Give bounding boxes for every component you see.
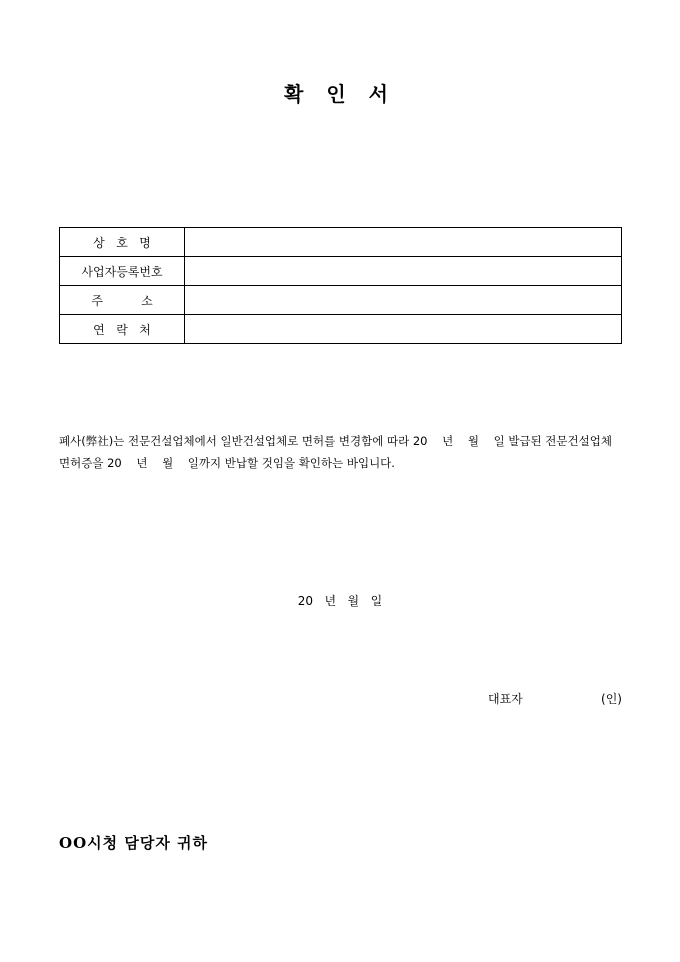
table-row xyxy=(60,257,622,286)
info-table xyxy=(59,227,622,344)
signature-line xyxy=(488,690,622,707)
table-row xyxy=(60,286,622,315)
addressee: OO시청 담당자 귀하 xyxy=(59,834,209,852)
row-value-address[interactable] xyxy=(185,286,622,315)
confirmation-body-text: 폐사(弊社)는 전문건설업체에서 일반건설업체로 면허를 변경함에 따라 20 년 월 일 발급된 전문건설업체 면허증을 20 년 월 일까지 반납할 것임을 확인하는 바입니다. xyxy=(59,434,616,470)
representative-label: 대표자 xyxy=(488,692,523,706)
seal-mark: (인) xyxy=(601,692,622,706)
table-row xyxy=(60,228,622,257)
document-title: 확 인 서 xyxy=(284,82,396,106)
row-label-company-name: 상 호 명 xyxy=(60,228,185,257)
row-label-address: 주 소 xyxy=(60,286,185,315)
row-label-business-number: 사업자등록번호 xyxy=(60,257,185,286)
document-date: 20 년 월 일 xyxy=(297,594,383,608)
row-value-company-name[interactable] xyxy=(185,228,622,257)
row-value-business-number[interactable] xyxy=(185,257,622,286)
table-row xyxy=(60,315,622,344)
row-value-contact[interactable] xyxy=(185,315,622,344)
row-label-contact: 연 락 처 xyxy=(60,315,185,344)
